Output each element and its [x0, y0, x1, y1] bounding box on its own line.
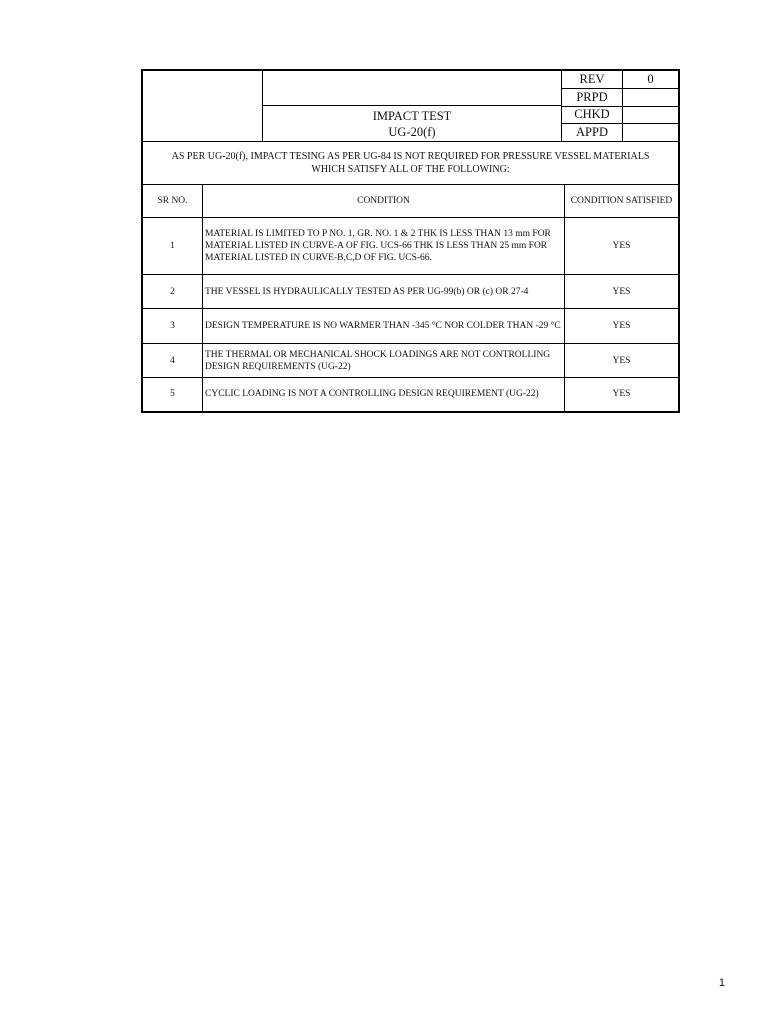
row-condition: DESIGN TEMPERATURE IS NO WARMER THAN -345 °C NOR COLDER THAN -29 °C — [203, 309, 565, 344]
intro-line-1: AS PER UG-20(f), IMPACT TESING AS PER UG-84 IS NOT REQUIRED FOR PRESSURE VESSEL MATERIALS — [171, 151, 650, 162]
intro-line-2: WHICH SATISFY ALL OF THE FOLLOWING: — [311, 164, 510, 175]
rev-row — [562, 71, 678, 89]
row-condition: CYCLIC LOADING IS NOT A CONTROLLING DESIGN REQUIREMENT (UG-22) — [203, 378, 565, 411]
title-line-2: UG-20(f) — [388, 124, 436, 139]
table-row — [143, 344, 678, 378]
rev-label: REV — [562, 71, 623, 88]
impact-test-sheet — [141, 69, 680, 413]
appd-row — [562, 124, 678, 141]
chkd-row — [562, 107, 678, 125]
title-top-blank — [263, 71, 561, 106]
row-sr-no: 3 — [143, 309, 203, 344]
row-satisfied: YES — [565, 378, 679, 411]
title-block — [143, 71, 678, 142]
row-condition: THE VESSEL IS HYDRAULICALLY TESTED AS PER UG-99(b) OR (c) OR 27-4 — [203, 275, 565, 309]
appd-label: APPD — [562, 124, 623, 141]
appd-value — [623, 124, 678, 141]
table-row — [143, 275, 678, 309]
row-satisfied: YES — [565, 275, 679, 309]
conditions-table — [143, 185, 678, 411]
document-title — [263, 106, 561, 141]
prpd-label: PRPD — [562, 89, 623, 106]
title-line-1: IMPACT TEST — [372, 108, 452, 123]
prpd-value — [623, 89, 678, 106]
logo-cell — [143, 71, 263, 141]
title-cell — [263, 71, 562, 141]
chkd-value — [623, 107, 678, 124]
header-sr-no: SR NO. — [143, 185, 203, 218]
row-satisfied: YES — [565, 218, 679, 275]
revision-block — [562, 71, 678, 141]
row-sr-no: 2 — [143, 275, 203, 309]
table-header-row — [143, 185, 678, 218]
row-sr-no: 4 — [143, 344, 203, 378]
table-row — [143, 309, 678, 344]
header-condition-satisfied: CONDITION SATISFIED — [565, 185, 679, 218]
table-row — [143, 378, 678, 411]
prpd-row — [562, 89, 678, 107]
row-condition: MATERIAL IS LIMITED TO P NO. 1, GR. NO. 1 & 2 THK IS LESS THAN 13 mm FOR MATERIAL LISTED IN CURVE-A OF FIG. UCS-66 THK IS LESS THAN 25 mm FOR MATERIAL LISTED IN CURVE-B,C,D OF FIG. UCS-66. — [203, 218, 565, 275]
chkd-label: CHKD — [562, 107, 623, 124]
row-sr-no: 1 — [143, 218, 203, 275]
rev-value: 0 — [647, 71, 654, 86]
row-satisfied: YES — [565, 309, 679, 344]
header-condition: CONDITION — [203, 185, 565, 218]
row-sr-no: 5 — [143, 378, 203, 411]
page-number: 1 — [718, 977, 725, 989]
intro-statement — [143, 142, 678, 185]
row-satisfied: YES — [565, 344, 679, 378]
row-condition: THE THERMAL OR MECHANICAL SHOCK LOADINGS ARE NOT CONTROLLING DESIGN REQUIREMENTS (UG-22) — [203, 344, 565, 378]
table-row — [143, 218, 678, 275]
